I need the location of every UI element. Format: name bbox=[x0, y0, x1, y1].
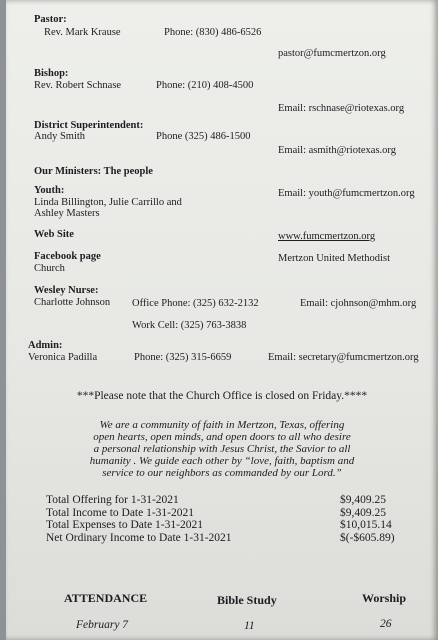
pastor-phone: Phone: (830) 486-6526 bbox=[164, 27, 262, 38]
finance-label: Net Ordinary Income to Date 1-31-2021 bbox=[46, 532, 232, 544]
finance-amount: $(-$605.89) bbox=[340, 532, 395, 544]
finance-label: Total Offering for 1-31-2021 bbox=[46, 494, 179, 506]
admin-heading: Admin: bbox=[28, 340, 63, 351]
attendance-bible-count: 11 bbox=[244, 620, 255, 632]
youth-names-line2: Ashley Masters bbox=[34, 208, 100, 219]
attendance-heading: ATTENDANCE bbox=[64, 591, 148, 605]
ministers-heading: Our Ministers: The people bbox=[34, 166, 153, 177]
bulletin-page bbox=[6, 0, 438, 640]
finance-label: Total Expenses to Date 1-31-2021 bbox=[46, 519, 203, 531]
admin-email: Email: secretary@fumcmertzon.org bbox=[268, 352, 419, 363]
attendance-col-bible-study: Bible Study bbox=[217, 593, 277, 607]
attendance-col-worship: Worship bbox=[362, 591, 407, 605]
bishop-heading: Bishop: bbox=[34, 68, 69, 79]
mission-line: a personal relationship with Jesus Christ, the Savior to all bbox=[93, 443, 351, 455]
youth-heading: Youth: bbox=[34, 185, 65, 196]
superintendent-email: Email: asmith@riotexas.org bbox=[278, 145, 396, 156]
wesley-nurse-work-cell: Work Cell: (325) 763-3838 bbox=[132, 320, 247, 331]
wesley-nurse-heading: Wesley Nurse: bbox=[34, 285, 99, 296]
finance-amount: $10,015.14 bbox=[340, 519, 392, 531]
facebook-page-name: Mertzon United Methodist bbox=[278, 253, 390, 264]
mission-line: humanity . We guide each other by “love, faith, baptism and bbox=[89, 455, 355, 467]
pastor-heading: Pastor: bbox=[34, 14, 67, 25]
wesley-nurse-email: Email: cjohnson@mhm.org bbox=[300, 298, 417, 309]
finance-amount: $9,409.25 bbox=[340, 507, 386, 519]
attendance-date: February 7 bbox=[76, 619, 129, 631]
bishop-email: Email: rschnase@riotexas.org bbox=[278, 103, 405, 114]
mission-line: We are a community of faith in Mertzon, Texas, offering bbox=[99, 419, 345, 431]
admin-name: Veronica Padilla bbox=[28, 352, 98, 363]
pastor-name: Rev. Mark Krause bbox=[44, 27, 121, 38]
superintendent-name: Andy Smith bbox=[34, 131, 86, 142]
website-link[interactable]: www.fumcmertzon.org bbox=[278, 231, 376, 242]
facebook-heading: Facebook page bbox=[34, 251, 101, 262]
attendance-worship-count: 26 bbox=[380, 618, 392, 630]
mission-line: service to our neighbors as commanded by our Lord.” bbox=[102, 467, 342, 479]
superintendent-phone: Phone (325) 486-1500 bbox=[156, 131, 251, 142]
superintendent-heading: District Superintendent: bbox=[34, 120, 144, 131]
bishop-phone: Phone: (210) 408-4500 bbox=[156, 80, 254, 91]
bishop-name: Rev. Robert Schnase bbox=[34, 80, 122, 91]
website-heading: Web Site bbox=[34, 229, 74, 240]
finance-amount: $9,409.25 bbox=[340, 494, 386, 506]
youth-names-line1: Linda Billington, Julie Carrillo and bbox=[34, 197, 182, 208]
youth-email: Email: youth@fumcmertzon.org bbox=[278, 188, 415, 199]
wesley-nurse-office-phone: Office Phone: (325) 632-2132 bbox=[132, 298, 259, 309]
pastor-email: pastor@fumcmertzon.org bbox=[278, 48, 386, 59]
facebook-label: Church bbox=[34, 263, 65, 274]
finance-label: Total Income to Date 1-31-2021 bbox=[46, 507, 195, 519]
wesley-nurse-name: Charlotte Johnson bbox=[34, 297, 111, 308]
admin-phone: Phone: (325) 315-6659 bbox=[134, 352, 232, 363]
mission-line: open hearts, open minds, and open doors to all who desire bbox=[93, 431, 351, 443]
office-closed-notice: ***Please note that the Church Office is closed on Friday.**** bbox=[76, 390, 368, 402]
